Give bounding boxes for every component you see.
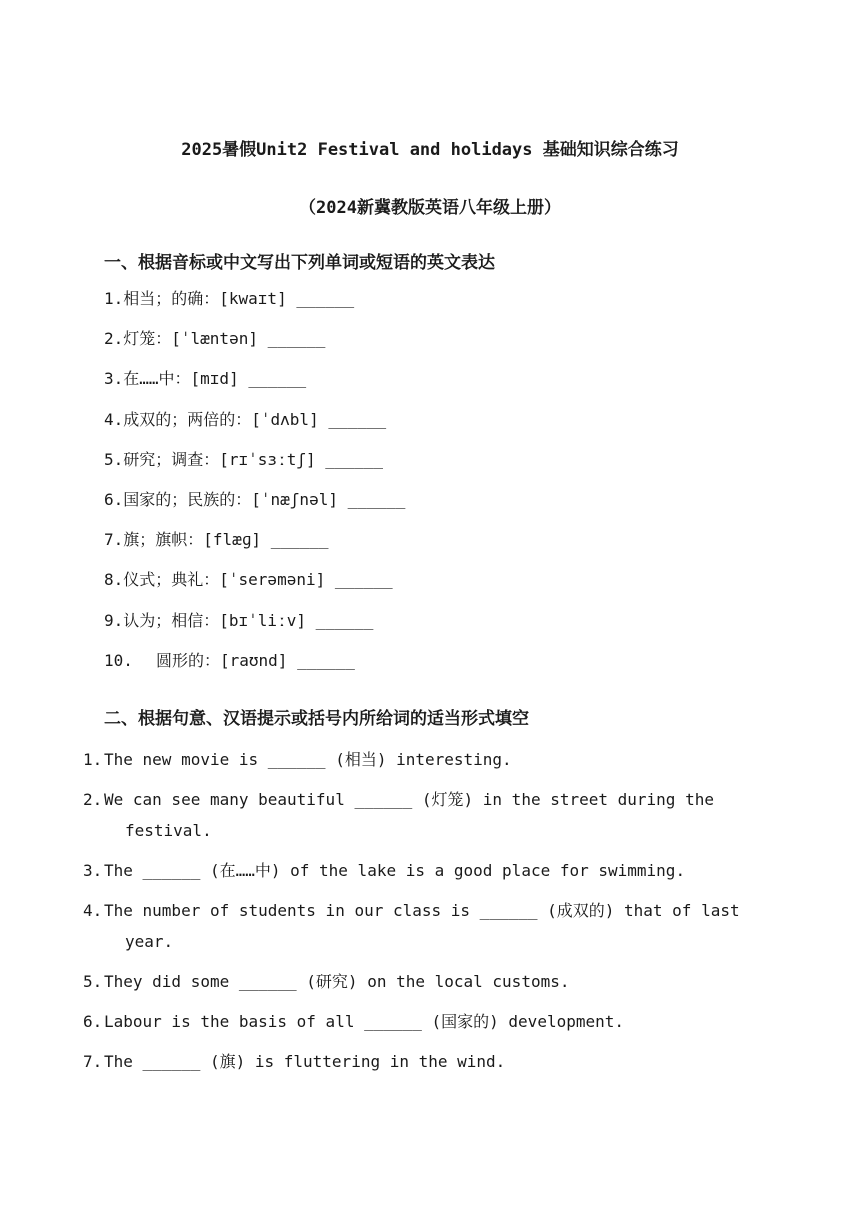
list-item: 2.灯笼：[ˈlæntən] ______	[104, 329, 326, 349]
section-2-heading: 二、根据句意、汉语提示或括号内所给词的适当形式填空	[104, 709, 529, 729]
list-item: 3. The ______ (在……中) of the lake is a good place for swimming.	[83, 861, 686, 880]
section-1-list	[104, 288, 764, 690]
list-item: 8.仪式；典礼：[ˈserəməni] ______	[104, 570, 393, 590]
list-item: 10. 圆形的：[raʊnd] ______	[104, 650, 355, 670]
list-item: 5.研究；调查：[rɪˈsɜːtʃ] ______	[104, 449, 384, 469]
list-item: 7. The ______ (旗) is fluttering in the wind.	[83, 1052, 506, 1071]
section-1-heading: 一、根据音标或中文写出下列单词或短语的英文表达	[104, 253, 495, 273]
list-item: 6. Labour is the basis of all ______ (国家的) development.	[83, 1012, 625, 1031]
list-item: 4. The number of students in our class is ______ (成双的) that of last year.	[83, 901, 740, 951]
list-item: 3.在……中：[mɪd] ______	[104, 369, 307, 389]
document-title: 2025暑假Unit2 Festival and holidays 基础知识综合练习	[181, 140, 679, 160]
list-item: 7.旗；旗帜：[flæɡ] ______	[104, 530, 329, 550]
list-item: 5. They did some ______ (研究) on the local customs.	[83, 972, 570, 991]
section-2-list	[83, 744, 764, 1086]
list-item: 2. We can see many beautiful ______ (灯笼) in the street during the festival.	[83, 790, 714, 840]
list-item: 4.成双的；两倍的：[ˈdʌbl] ______	[104, 409, 387, 429]
list-item: 6.国家的；民族的：[ˈnæʃnəl] ______	[104, 489, 406, 509]
list-item: 9.认为；相信：[bɪˈliːv] ______	[104, 610, 374, 630]
document-subtitle: （2024新冀教版英语八年级上册）	[299, 198, 561, 218]
list-item: 1.相当；的确：[kwaɪt] ______	[104, 289, 355, 308]
list-item: 1. The new movie is ______ (相当) interesting.	[83, 750, 512, 769]
